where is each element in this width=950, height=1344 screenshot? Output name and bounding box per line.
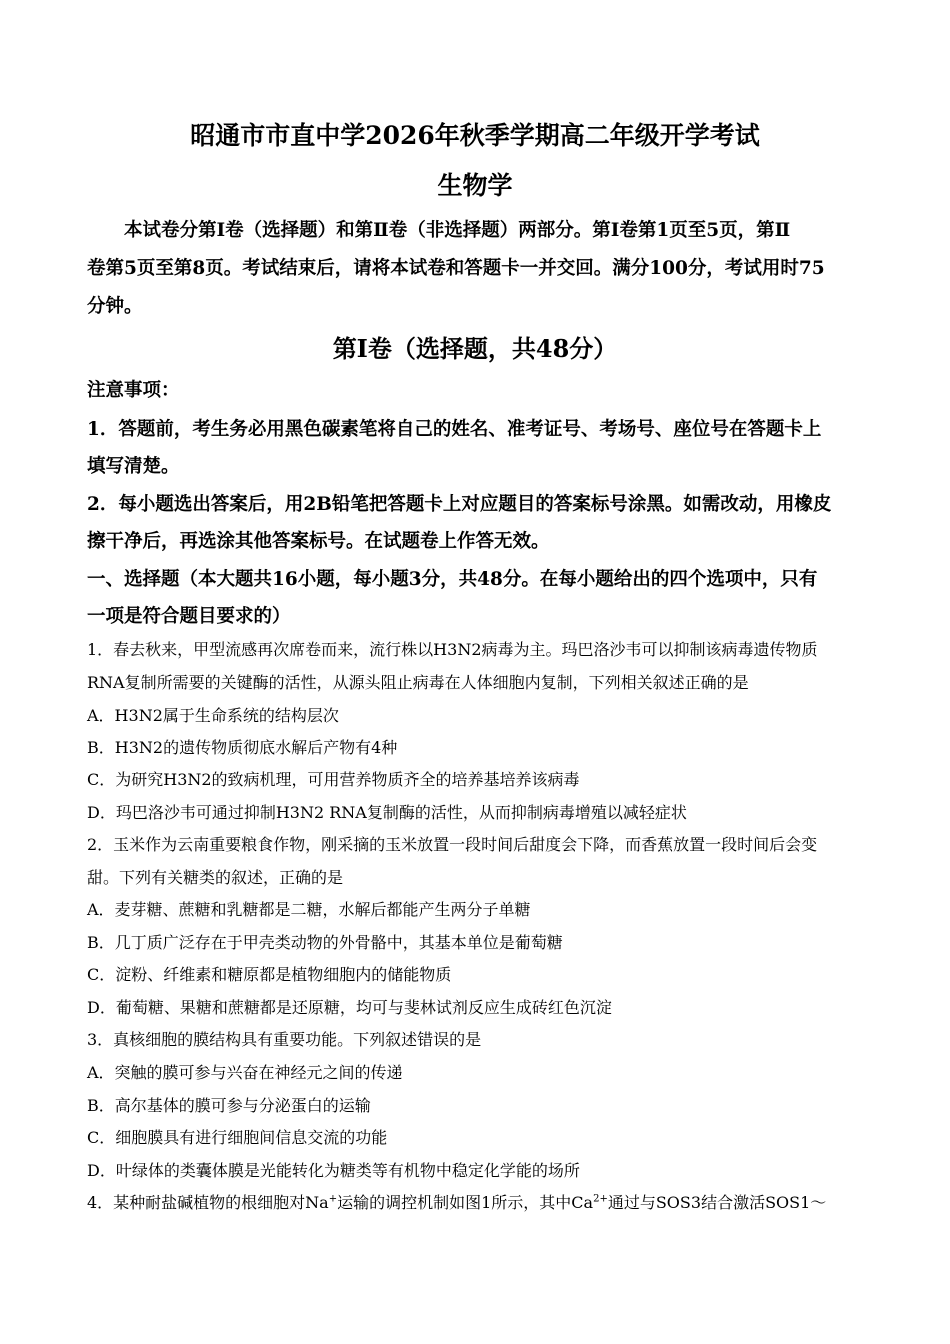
subject-title: 生物学 <box>437 171 513 200</box>
exam-title: 昭通市市直中学2026年秋季学期高二年级开学考试 <box>190 121 760 150</box>
q2-stem-line-2: 甜。下列有关糖类的叙述，正确的是 <box>87 868 344 887</box>
part-one-line-2: 一项是符合题目要求的） <box>87 606 291 627</box>
q2-option-b: B．几丁质广泛存在于甲壳类动物的外骨骼中，其基本单位是葡萄糖 <box>87 933 563 952</box>
q4-text-2: 运输的调控机制如图1所示，其中Ca <box>337 1193 594 1212</box>
q3-option-d: D．叶绿体的类囊体膜是光能转化为糖类等有机物中稳定化学能的场所 <box>87 1161 580 1180</box>
q4-stem-line-1 <box>87 1190 826 1213</box>
q2-stem-line-1: 2．玉米作为云南重要粮食作物，刚采摘的玉米放置一段时间后甜度会下降，而香蕉放置一段时间后会变 <box>87 835 818 854</box>
q3-option-c: C．细胞膜具有进行细胞间信息交流的功能 <box>87 1128 388 1147</box>
q4-sup-2: 2+ <box>593 1193 608 1205</box>
q2-option-d: D．葡萄糖、果糖和蔗糖都是还原糖，均可与斐林试剂反应生成砖红色沉淀 <box>87 998 612 1017</box>
intro-line-3: 分钟。 <box>87 296 143 317</box>
part-one-line-1: 一、选择题（本大题共16小题，每小题3分，共48分。在每小题给出的四个选项中，只有 <box>87 569 818 590</box>
q2-option-c: C．淀粉、纤维素和糖原都是植物细胞内的储能物质 <box>87 965 452 984</box>
q3-option-b: B．高尔基体的膜可参与分泌蛋白的运输 <box>87 1096 371 1115</box>
q4-sup-1: + <box>328 1193 338 1205</box>
note-1-line-2: 填写清楚。 <box>87 456 180 477</box>
q1-option-d: D．玛巴洛沙韦可通过抑制H3N2 RNA复制酶的活性，从而抑制病毒增殖以减轻症状 <box>87 803 687 822</box>
q4-text-3: 通过与SOS3结合激活SOS1～ <box>607 1193 827 1212</box>
note-1-line-1: 1．答题前，考生务必用黑色碳素笔将自己的姓名、准考证号、考场号、座位号在答题卡上 <box>87 419 822 440</box>
q1-option-a: A．H3N2属于生命系统的结构层次 <box>87 706 339 725</box>
q2-option-a: A．麦芽糖、蔗糖和乳糖都是二糖，水解后都能产生两分子单糖 <box>87 900 531 919</box>
note-2-line-2: 擦干净后，再选涂其他答案标号。在试题卷上作答无效。 <box>87 531 550 552</box>
q4-text-1: 4．某种耐盐碱植物的根细胞对Na <box>87 1193 329 1212</box>
q1-stem-line-1: 1．春去秋来，甲型流感再次席卷而来，流行株以H3N2病毒为主。玛巴洛沙韦可以抑制该病毒遗传物质 <box>87 640 818 659</box>
q3-stem: 3．真核细胞的膜结构具有重要功能。下列叙述错误的是 <box>87 1030 482 1049</box>
notes-heading: 注意事项： <box>87 380 180 401</box>
q3-option-a: A．突触的膜可参与兴奋在神经元之间的传递 <box>87 1063 403 1082</box>
q1-stem-line-2: RNA复制所需要的关键酶的活性，从源头阻止病毒在人体细胞内复制，下列相关叙述正确的是 <box>87 673 749 692</box>
q1-option-b: B．H3N2的遗传物质彻底水解后产物有4种 <box>87 738 398 757</box>
q1-option-c: C．为研究H3N2的致病机理，可用营养物质齐全的培养基培养该病毒 <box>87 770 580 789</box>
section-title: 第Ⅰ卷（选择题，共48分） <box>332 334 618 363</box>
intro-line-2: 卷第5页至第8页。考试结束后，请将本试卷和答题卡一并交回。满分100分，考试用时75 <box>87 258 825 279</box>
intro-line-1: 本试卷分第Ⅰ卷（选择题）和第Ⅱ卷（非选择题）两部分。第Ⅰ卷第1页至5页，第Ⅱ <box>124 220 791 241</box>
note-2-line-1: 2．每小题选出答案后，用2B铅笔把答题卡上对应题目的答案标号涂黑。如需改动，用橡皮 <box>87 494 832 515</box>
